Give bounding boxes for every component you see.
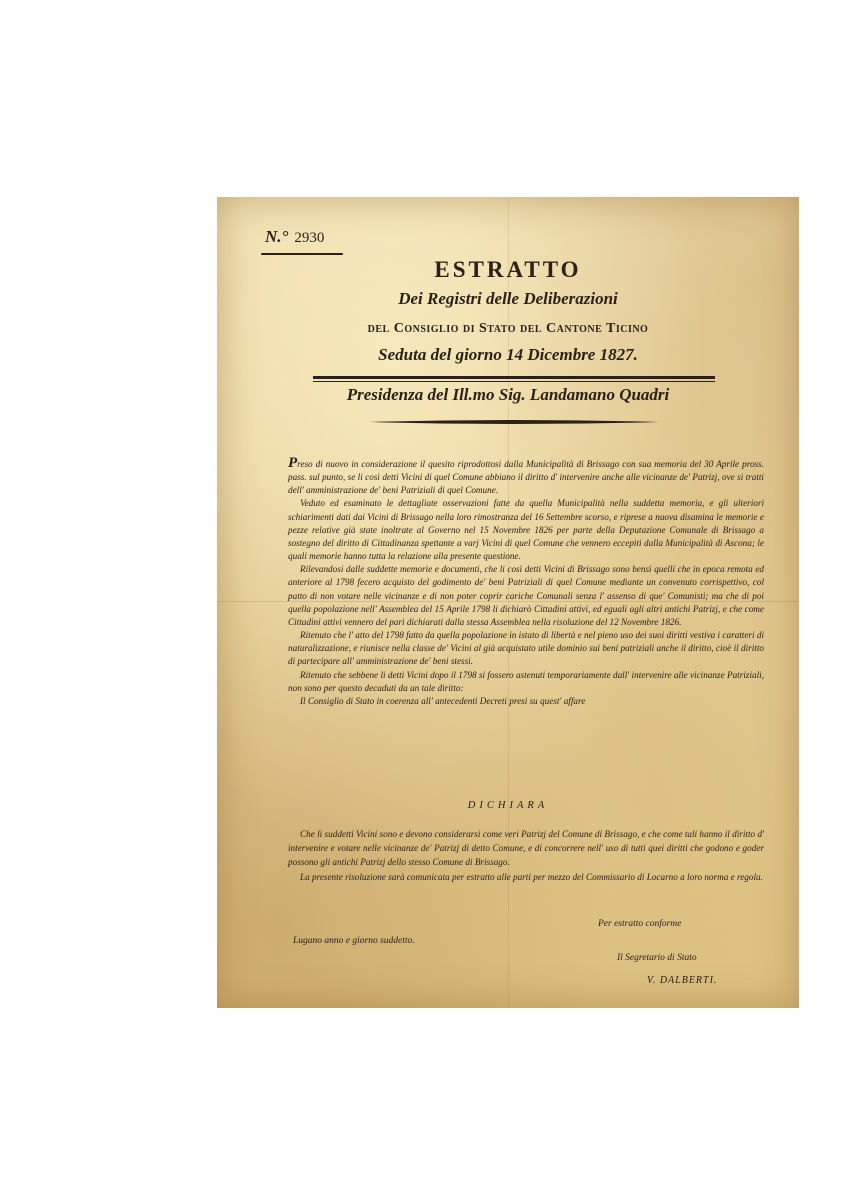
ornamental-divider xyxy=(367,416,661,428)
subtitle-seduta: Seduta del giorno 14 Dicembre 1827. xyxy=(378,345,638,364)
number-prefix: N.° xyxy=(265,227,289,246)
per-estratto-conforme: Per estratto conforme xyxy=(598,919,682,929)
page-title: ESTRATTO xyxy=(434,257,582,282)
subtitle-consiglio: del Consiglio di Stato del Cantone Ticino xyxy=(367,321,649,336)
paragraph-3: Rilevandosi dalle suddette memorie e documenti, che li così detti Vicini di Brissago sono bensì quelli che in epoca remota ed anteriore al 1798 fecero acquisto del godimento de' beni Patriziali di quel Comune mediante un convenuto corrispettivo, col patto di non votare nelle vicinanze e di non poter coprir cariche Comunali senza l' assenso di que' Comunisti; ma che di poi quella popolazione nell' Assemblea del 15 Aprile 1798 li dichiarò Cittadini attivi, ed eguali agli altri antichi Patrizj, e che come Cittadini attivi vennero del pari dichiarati dalla stessa Assemblea nella risoluzione del 12 Novembre 1826. xyxy=(288,564,764,627)
dichiara-heading: DICHIARA xyxy=(467,800,549,811)
dropcap: P xyxy=(288,455,298,471)
signature: V. DALBERTI. xyxy=(647,975,718,986)
number-value: 2930 xyxy=(294,230,325,246)
secretary-title: Il Segretario di Stato xyxy=(617,953,697,963)
document-sheet xyxy=(217,197,799,1008)
deliberation-body xyxy=(288,455,764,708)
divider-thick xyxy=(313,376,715,379)
paragraph-5: Ritenuto che sebbene li detti Vicini dopo il 1798 si fossero astenuti temporariamente dall' intervenire alle vicinanze Patriziali, non sono per questo decaduti da un tale diritto: xyxy=(288,669,764,693)
closing-paragraph-1: Che li suddetti Vicini sono e devono considerarsi come veri Patrizj del Comune di Brissago, e che come tali hanno il diritto d' intervenire e votare nelle vicinanze de' Patrizj di detto Comune, e di concorrere nell' uso di tutti quei diritti che godono e goder possono gli antichi Patrizj dello stesso Comune di Brissago. xyxy=(288,829,764,868)
divider-thin xyxy=(313,381,715,382)
subtitle-registri: Dei Registri delle Deliberazioni xyxy=(398,289,618,308)
document-number xyxy=(265,227,324,247)
resolution-body xyxy=(288,827,764,884)
paragraph-4: Ritenuto che l' atto del 1798 fatto da quella popolazione in istato di libertà e nel pieno uso dei suoi diritti vestiva i caratteri di naturalizzazione, e riunisce nella classe de' Vicini al già acquistato utile dominio sui beni patriziali anche il diritto, cioè il diritto di partecipare all' amministrazione de' beni stessi. xyxy=(288,630,764,667)
closing-paragraph-2: La presente risoluzione sarà comunicata per estratto alle parti per mezzo del Commissario di Locarno a loro norma e regola. xyxy=(300,871,763,882)
place-date-line: Lugano anno e giorno suddetto. xyxy=(293,936,415,946)
paragraph-6: Il Consiglio di Stato in coerenza all' antecedenti Decreti presi su quest' affare xyxy=(300,695,586,706)
paragraph-2: Veduto ed esaminato le dettagliate osservazioni fatte da quella Municipalità nella suddetta memoria, e gli ulteriori schiarimenti dati dai Vicini di Brissago nella loro rimostranza del 16 Settembre scorso, e riprese a nuova disamina le memorie e pezze relative già state inoltrate al Governo nel 15 Novembre 1826 per parte della Deputazione Comunale di Brissago a sostegno del diritto di Cittadinanza spettante a varj Vicini di quel Comune che vennero eccepiti dalla Municipalità di Ascona; le quali memorie hanno tutta la relazione alla presente questione. xyxy=(288,498,764,562)
paragraph-1: Preso di nuovo in considerazione il quesito riprodottosi dalla Municipalità di Brissago con sua memoria del 30 Aprile pross. pass. sul punto, se li così detti Vicini di quel Comune abbiano il diritto d' intervenire anche alle vicinanze de' Patrizj, ove si tratti dell' amministrazione de' beni Patriziali di quel Comune. xyxy=(288,455,764,496)
presidenza-heading: Presidenza del Ill.mo Sig. Landamano Quadri xyxy=(346,385,670,404)
number-underline xyxy=(261,253,343,255)
